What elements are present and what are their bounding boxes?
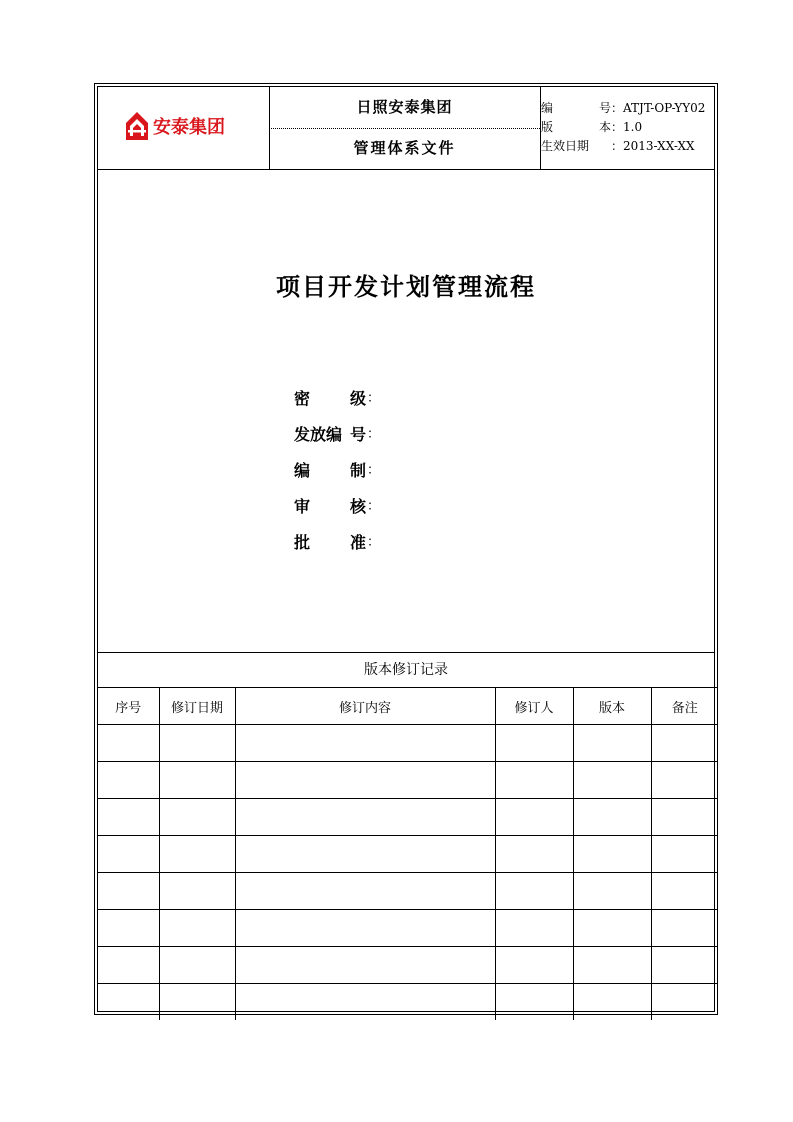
table-cell [573,762,651,799]
document-header [98,87,714,170]
table-cell [235,947,495,984]
table-cell [159,984,235,1021]
table-cell [651,984,718,1021]
table-cell [651,873,718,910]
table-cell [573,799,651,836]
table-cell [235,873,495,910]
table-cell [573,836,651,873]
table-cell [159,873,235,910]
revision-record-caption: 版本修订记录 [98,652,714,688]
table-cell [159,947,235,984]
meta-value: ：ATJT-OP-YY02 [611,101,706,115]
table-cell [495,873,573,910]
column-header: 修订日期 [159,688,235,725]
table-cell [159,762,235,799]
meta-doc-number: 编 号 ：ATJT-OP-YY02 [541,99,705,118]
table-cell [235,725,495,762]
table-cell [495,762,573,799]
table-cell [159,910,235,947]
table-row [98,873,718,910]
table-cell [495,836,573,873]
table-row [98,836,718,873]
table-cell [495,910,573,947]
table-cell [651,836,718,873]
table-cell [98,873,159,910]
column-header: 修订人 [495,688,573,725]
table-cell [235,799,495,836]
meta-effective-date: 生效日 期 ：2013-XX-XX [541,137,705,156]
meta-version: 版 本 ：1.0 [541,118,705,137]
approval-fields [294,389,380,569]
company-logo [125,111,225,141]
table-cell [651,762,718,799]
revision-header-row [98,688,718,725]
table-cell [573,873,651,910]
table-cell [495,984,573,1021]
table-cell [98,910,159,947]
table-cell [98,725,159,762]
table-row [98,762,718,799]
table-cell [235,836,495,873]
meta-value: ：1.0 [611,120,643,134]
revision-table [98,687,718,1020]
column-header: 版本 [573,688,651,725]
table-cell [495,947,573,984]
table-cell [159,836,235,873]
header-title-cell [269,87,541,169]
document-frame [94,83,718,1015]
logo-text: 安泰集团 [153,117,225,138]
field-prepared-by: 编 制 ： [294,461,381,480]
field-distribution-number: 发放编 号 ： [294,425,381,444]
meta-value: ：2013-XX-XX [611,139,695,153]
table-cell [573,947,651,984]
table-row [98,910,718,947]
logo-mark-icon [125,111,149,141]
column-header: 序号 [98,688,159,725]
company-name: 日照安泰集团 [269,87,540,129]
table-cell [651,947,718,984]
table-cell [235,762,495,799]
table-cell [495,725,573,762]
table-cell [651,799,718,836]
field-classification: 密 级 ： [294,389,381,408]
table-cell [98,836,159,873]
table-cell [573,725,651,762]
table-cell [98,947,159,984]
document-inner-frame [97,86,715,1012]
table-cell [651,910,718,947]
table-cell [98,762,159,799]
document-meta [541,99,705,156]
document-system-name: 管理体系文件 [353,139,456,157]
table-cell [573,910,651,947]
table-cell [651,725,718,762]
table-cell [235,984,495,1021]
table-cell [98,984,159,1021]
column-header: 备注 [651,688,718,725]
table-cell [159,725,235,762]
table-row [98,984,718,1021]
table-cell [159,799,235,836]
table-row [98,947,718,984]
document-title: 项目开发计划管理流程 [276,272,536,301]
table-cell [235,910,495,947]
table-cell [98,799,159,836]
table-cell [495,799,573,836]
table-cell [573,984,651,1021]
logo-cell [98,87,270,169]
column-header: 修订内容 [235,688,495,725]
field-approved-by: 批 准 ： [294,533,381,552]
table-row [98,799,718,836]
table-row [98,725,718,762]
field-reviewed-by: 审 核 ： [294,497,381,516]
